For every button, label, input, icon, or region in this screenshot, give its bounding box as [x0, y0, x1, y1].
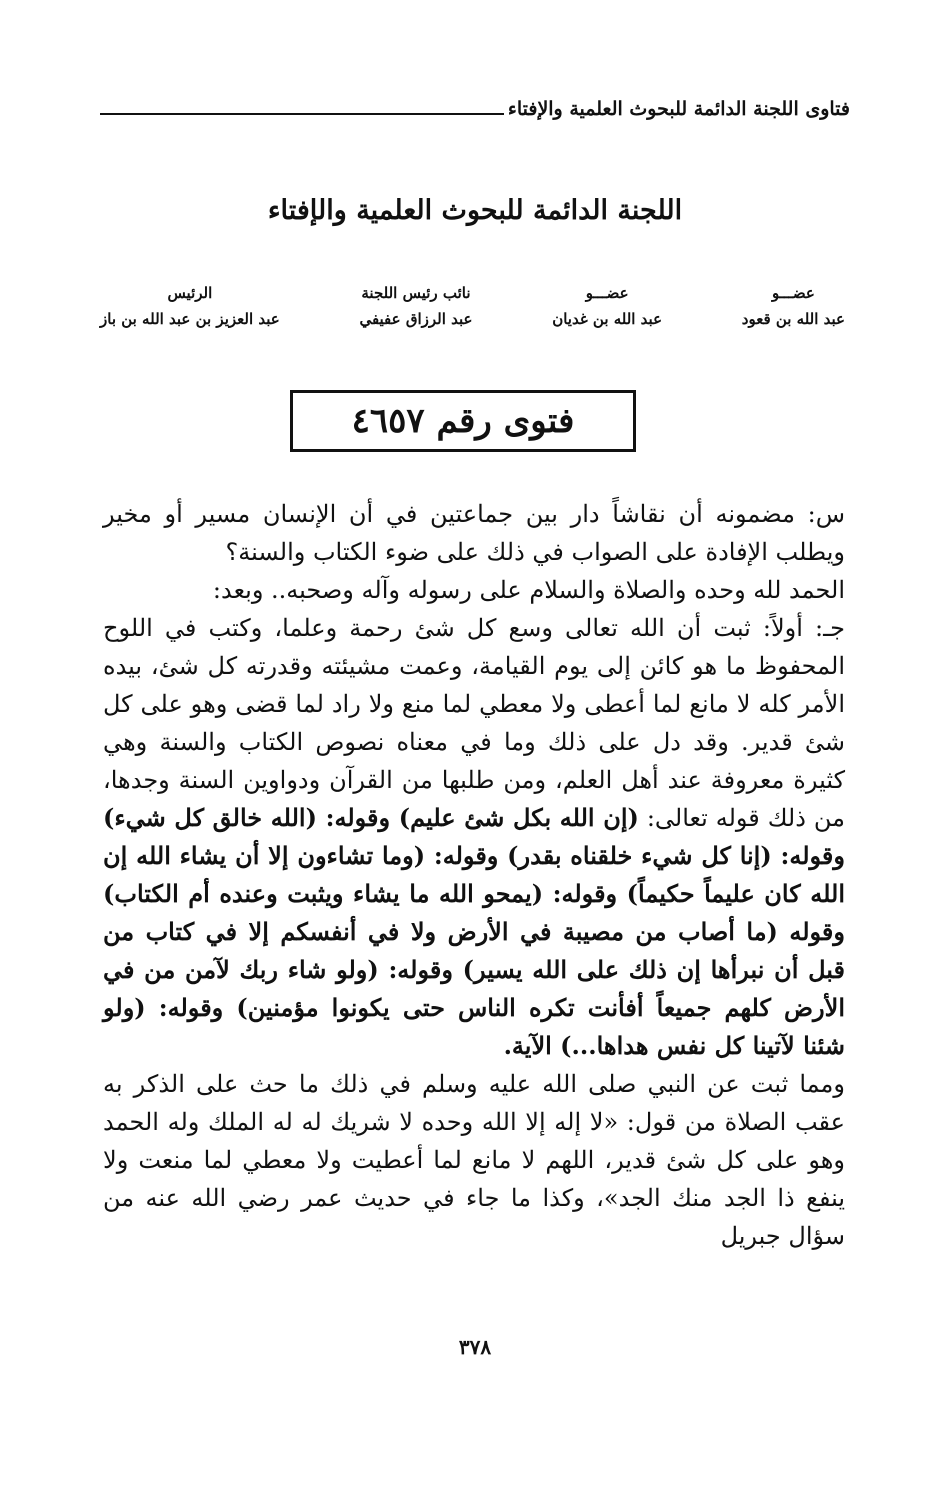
member-3: [359, 282, 472, 342]
page-number: ٣٧٨: [458, 1335, 492, 1359]
member-role: نائب رئيس اللجنة: [361, 284, 471, 302]
member-role: عضـــو: [771, 284, 815, 302]
answer-paragraph: [103, 609, 845, 1065]
member-role: عضـــو: [585, 284, 629, 302]
member-name: عبد الرزاق عفيفي: [359, 310, 473, 328]
praise-paragraph: الحمد لله وحده والصلاة والسلام على رسوله وآله وصحبه.. وبعد:: [212, 576, 845, 604]
member-name: عبد الله بن قعود: [741, 310, 845, 328]
member-1: [742, 282, 845, 342]
member-role: الرئيس: [167, 284, 213, 302]
running-header: [100, 90, 850, 120]
hadith-paragraph: ومما ثبت عن النبي صلى الله عليه وسلم في ذلك ما حث على الذكر به عقب الصلاة من قول: «لا إله إلا الله وحده لا شريك له له الملك وله الحمد وهو على كل شئ قدير، اللهم لا مانع لما أعطيت ولا معطي لما منعت ولا ينفع ذا الجد منك الجد»، وكذا ما جاء في حديث عمر رضي الله عنه من سؤال جبريل: [103, 1070, 846, 1250]
committee-members: [100, 282, 845, 342]
question-paragraph: س: مضمونه أن نقاشاً دار بين جماعتين في أن الإنسان مسير أو مخير ويطلب الإفادة على الصواب في ذلك على ضوء الكتاب والسنة؟: [103, 500, 845, 566]
member-4: [100, 282, 280, 342]
quranic-verses: (إن الله بكل شئ عليم) وقوله: (الله خالق كل شيء) وقوله: (إنا كل شيء خلقناه بقدر) وقوله: (وما تشاءون إلا أن يشاء الله إن الله كان عليماً حكيماً) وقوله: (يمحو الله ما يشاء ويثبت وعنده أم الكتاب) وقوله (ما أصاب من مصيبة في الأرض ولا في أنفسكم إلا في كتاب من قبل أن نبرأها إن ذلك على الله يسير) وقوله: (ولو شاء ربك لآمن من في الأرض كلهم جميعاً أفأنت تكره الناس حتى يكونوا مؤمنين) وقوله: (ولو شئنا لآتينا كل نفس هداها...) الآية.: [103, 803, 845, 1060]
running-header-rule: [100, 113, 504, 115]
fatwa-title-box: [290, 390, 636, 452]
committee-title: اللجنة الدائمة للبحوث العلمية والإفتاء: [267, 195, 683, 226]
member-2: [552, 282, 662, 342]
fatwa-title: فتوى رقم ٤٦٥٧: [351, 401, 575, 441]
running-header-title: فتاوى اللجنة الدائمة للبحوث العلمية والإفتاء: [507, 98, 850, 120]
answer-intro: جـ: أولاً: ثبت أن الله تعالى وسع كل شئ رحمة وعلما، وكتب في اللوح المحفوظ ما هو كائن إلى يوم القيامة، وعمت مشيئته وقدرته كل شئ، بيده الأمر كله لا مانع لما أعطى ولا معطي لما منع ولا راد لما قضى وهو على كل شئ قدير. وقد دل على ذلك وما في معناه نصوص الكتاب والسنة وهي كثيرة معروفة عند أهل العلم، ومن طلبها من القرآن ودواوين السنة وجدها، من ذلك قوله تعالى:: [103, 614, 845, 832]
member-name: عبد العزيز بن عبد الله بن باز: [100, 310, 280, 328]
fatwa-body: [103, 495, 845, 1255]
member-name: عبد الله بن غديان: [552, 310, 663, 328]
